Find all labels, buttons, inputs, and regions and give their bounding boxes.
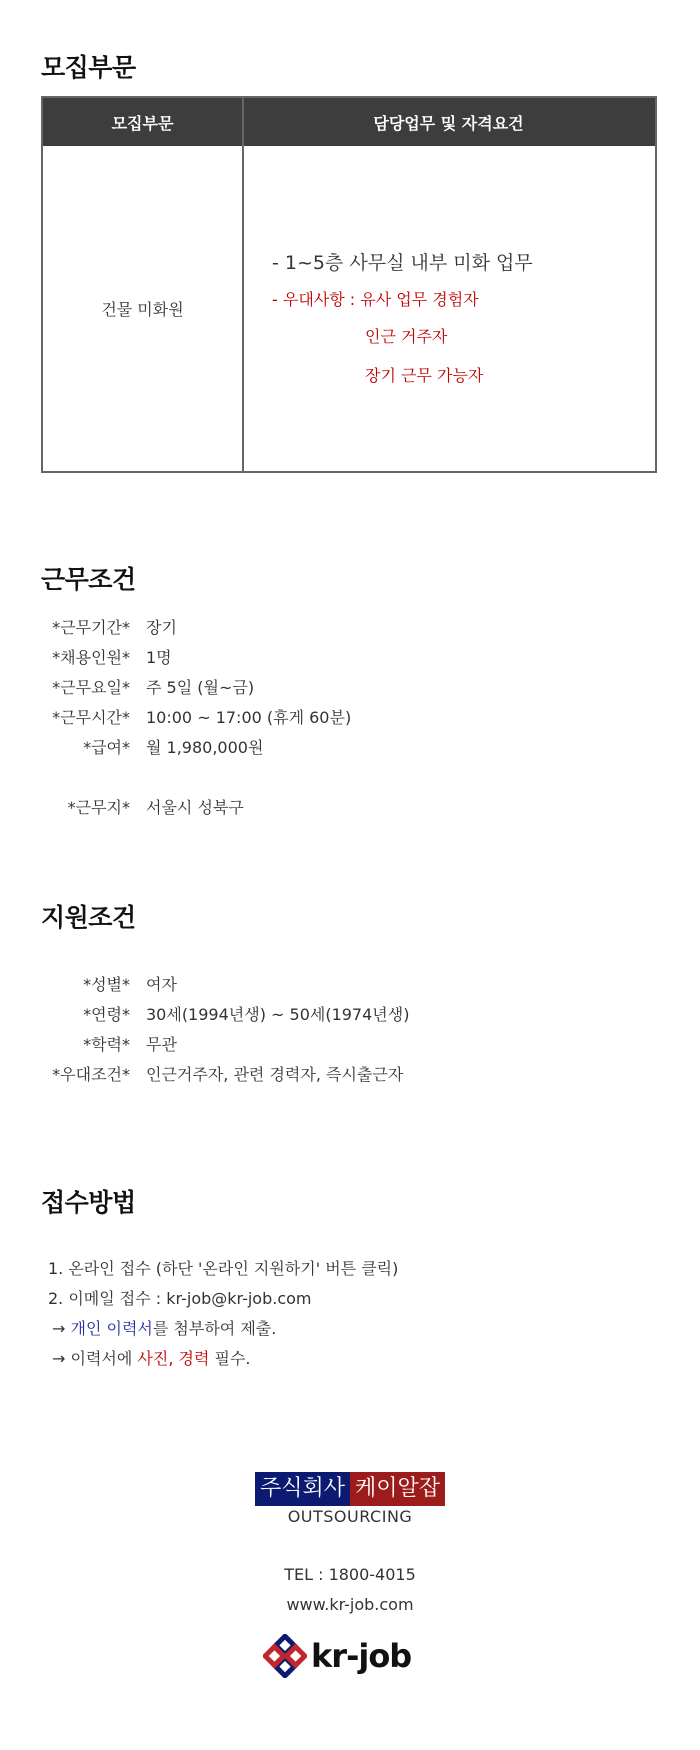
resume-rest: 를 첨부하여 제출. <box>152 1319 277 1338</box>
required-highlight: 사진, 경력 <box>137 1349 210 1368</box>
section-title-method: 접수방법 <box>41 1188 136 1217</box>
pref-line-3: 장기 근무 가능자 <box>365 366 484 385</box>
work-label-salary: *급여* <box>83 738 130 757</box>
column-divider <box>242 98 244 471</box>
role-text: 건물 미화원 <box>101 300 184 319</box>
col-header-position: 모집부문 <box>111 113 174 133</box>
table-header <box>43 98 655 146</box>
work-label-hours: *근무시간* <box>52 708 130 727</box>
resume-highlight: 개인 이력서 <box>70 1319 153 1338</box>
work-label-location: *근무지* <box>67 798 130 817</box>
kr-job-logo <box>263 1632 443 1680</box>
company-badge-navy: 주식회사 <box>255 1472 350 1506</box>
apply-label-education: *학력* <box>83 1035 130 1054</box>
company-badge-red: 케이알잡 <box>350 1472 445 1506</box>
work-value-salary: 월 1,980,000원 <box>146 738 264 757</box>
work-value-days: 주 5일 (월~금) <box>146 678 255 697</box>
section-title-recruit: 모집부문 <box>41 53 136 82</box>
work-label-headcount: *채용인원* <box>52 648 130 667</box>
apply-label-age: *연령* <box>83 1005 130 1024</box>
kr-job-logo-text: kr-job <box>311 1637 412 1675</box>
col-header-duties: 담당업무 및 자격요건 <box>373 113 524 133</box>
apply-label-gender: *성별* <box>83 975 130 994</box>
method-resume-note <box>52 1316 276 1339</box>
pref-line-1: - 우대사항 : 유사 업무 경험자 <box>272 290 479 309</box>
section-title-work: 근무조건 <box>41 565 136 594</box>
apply-value-preference: 인근거주자, 관련 경력자, 즉시출근자 <box>146 1065 404 1084</box>
required-prefix: → 이력서에 <box>52 1349 138 1368</box>
section-title-apply-conditions: 지원조건 <box>41 903 136 932</box>
company-subtitle: OUTSOURCING <box>287 1507 413 1526</box>
recruit-table <box>41 96 657 473</box>
kr-job-logo-icon <box>263 1634 307 1678</box>
apply-value-age: 30세(1994년생) ~ 50세(1974년생) <box>146 1005 410 1024</box>
role-cell <box>43 146 242 471</box>
method-email: 2. 이메일 접수 : kr-job@kr-job.com <box>48 1289 312 1308</box>
arrow-text: → <box>52 1319 71 1338</box>
method-online: 1. 온라인 접수 (하단 '온라인 지원하기' 버튼 클릭) <box>48 1259 399 1278</box>
company-tel: TEL : 1800-4015 <box>284 1565 416 1584</box>
apply-label-preference: *우대조건* <box>52 1065 130 1084</box>
apply-value-education: 무관 <box>146 1035 177 1054</box>
company-brand <box>0 1472 700 1506</box>
work-value-headcount: 1명 <box>146 648 172 667</box>
pref-line-2: 인근 거주자 <box>365 327 448 346</box>
required-rest: 필수. <box>209 1349 251 1368</box>
work-value-hours: 10:00 ~ 17:00 (휴게 60분) <box>146 708 352 727</box>
work-label-days: *근무요일* <box>52 678 130 697</box>
duty-main: - 1~5층 사무실 내부 미화 업무 <box>272 252 533 274</box>
work-value-location: 서울시 성북구 <box>146 798 244 817</box>
work-label-period: *근무기간* <box>52 618 130 637</box>
method-required-note <box>52 1346 251 1369</box>
apply-value-gender: 여자 <box>146 975 177 994</box>
work-value-period: 장기 <box>146 618 177 637</box>
company-website: www.kr-job.com <box>286 1595 414 1614</box>
